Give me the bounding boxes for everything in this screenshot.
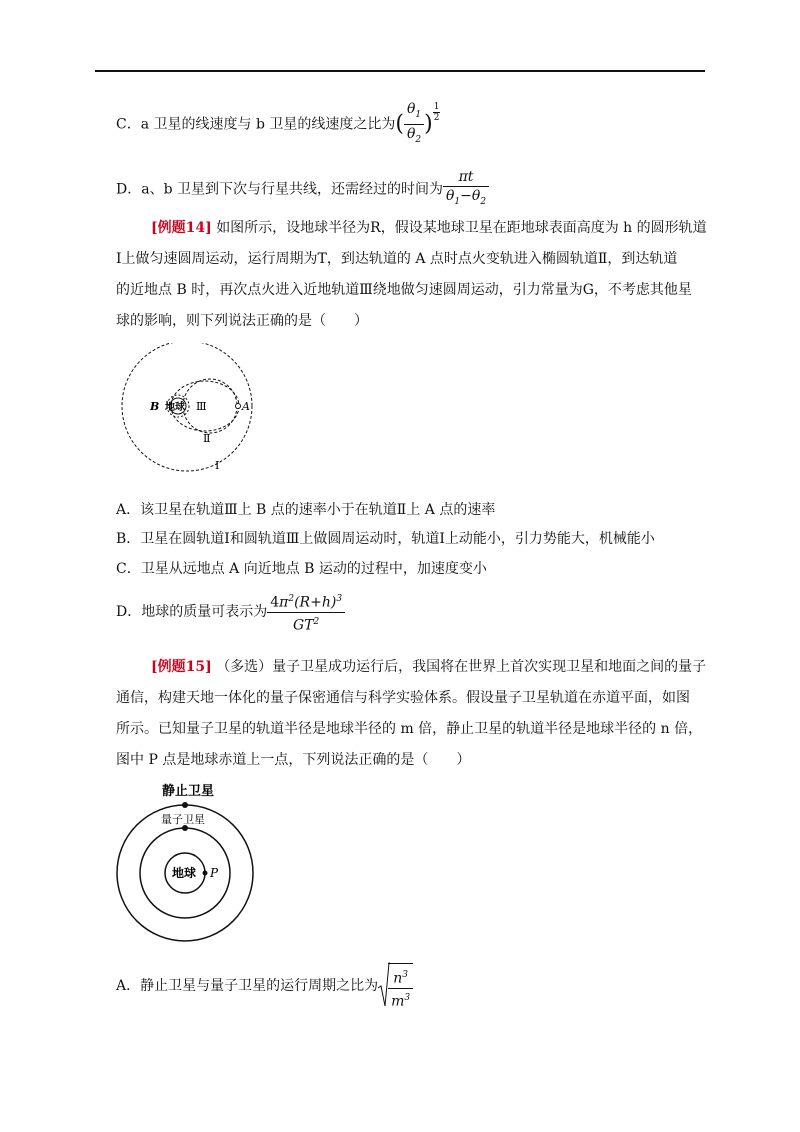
example14-line-2: Ⅰ上做匀速圆周运动，运行周期为T，到达轨道的 A 点时点火变轨进入椭圆轨道Ⅱ，到达轨道 [116, 251, 678, 267]
label-i: Ⅰ [215, 459, 220, 472]
example14-line-4: 球的影响，则下列说法正确的是（ ） [116, 313, 368, 329]
label-p: P [210, 866, 219, 880]
example14-line-3: 的近地点 B 时，再次点火进入近地轨道Ⅲ绕地做匀速圆周运动，引力常量为G，不考虑其他星 [116, 282, 692, 298]
orbit-i [122, 343, 252, 471]
label-iii: Ⅲ [196, 400, 207, 413]
example15-line-2: 通信，构建天地一体化的量子保密通信与科学实验体系。假设量子卫星轨道在赤道平面，如图 [116, 690, 690, 706]
option-c-text: C．a 卫星的线速度与 b 卫星的线速度之比为 [116, 116, 396, 133]
header-rule [95, 70, 705, 72]
point-a-marker [236, 404, 241, 409]
example14-line-1: [例题14] 如图所示，设地球半径为R，假设某地球卫星在距地球表面高度为 h 的圆形轨道 [151, 220, 707, 236]
label-a: A [242, 400, 250, 413]
example14-tag: [例题14] [151, 220, 212, 236]
option-d-fraction: $\frac{\pi t}{\theta_1-\theta_2}$ [443, 168, 489, 211]
example15-line-3: 所示。已知量子卫星的轨道半径是地球半径的 m 倍，静止卫星的轨道半径是地球半径的 n 倍， [116, 721, 703, 737]
orbit-diagram-14 [112, 343, 272, 475]
label-earth-15: 地球 [172, 866, 197, 880]
label-quantum-satellite: 量子卫星 [161, 813, 205, 826]
option-c-fraction: $\frac{\theta_1}{\theta_2}$ [404, 100, 424, 149]
label-b: B [150, 400, 160, 413]
example15-option-a-text: A．静止卫星与量子卫星的运行周期之比为 [116, 978, 379, 995]
example15-line-1: [例题15] （多选）量子卫星成功运行后，我国将在世界上首次实现卫星和地面之间的量子 [151, 659, 707, 675]
example15-option-a-line [116, 962, 413, 1016]
label-earth: 地球 [165, 402, 185, 413]
example14-option-a: A．该卫星在轨道Ⅲ上 B 点的速率小于在轨道Ⅱ上 A 点的速率 [116, 502, 496, 518]
period-ratio-fraction: $\frac{n^3}{m^3}$ [388, 963, 413, 1010]
static-satellite-dot [182, 802, 188, 808]
orbit-ii [183, 379, 237, 433]
point-p-dot [203, 871, 208, 876]
example15-tag: [例题15] [151, 659, 212, 675]
sqrt-expression [378, 962, 413, 1010]
option-d-line [116, 168, 489, 210]
orbit-diagram-15 [112, 778, 262, 958]
option-c-line: C．a 卫星的线速度与 b 卫星的线速度之比为( $\frac{\theta_1}{\theta_2}$ ) $\frac{1}{2}$ [116, 100, 440, 150]
example14-option-d-text: D．地球的质量可表示为 [116, 604, 268, 621]
mass-fraction: $\frac{4\pi^2(R+h)^3}{GT^2}$ [267, 590, 345, 634]
option-d-text: D．a、b 卫星到下次与行星共线，还需经过的时间为 [116, 181, 443, 198]
example14-option-c: C．卫星从远地点 A 向近地点 B 运动的过程中，加速度变小 [116, 561, 487, 577]
example14-option-d-line [116, 590, 345, 636]
example15-line-4: 图中 P 点是地球赤道上一点，下列说法正确的是（ ） [116, 752, 471, 768]
label-ii: Ⅱ [203, 432, 211, 445]
label-static-satellite: 静止卫星 [162, 784, 215, 799]
example14-option-b: B．卫星在圆轨道Ⅰ和圆轨道Ⅲ上做圆周运动时，轨道Ⅰ上动能小，引力势能大，机械能小 [116, 531, 655, 547]
option-c-exponent: $\frac{1}{2}$ [433, 102, 440, 123]
